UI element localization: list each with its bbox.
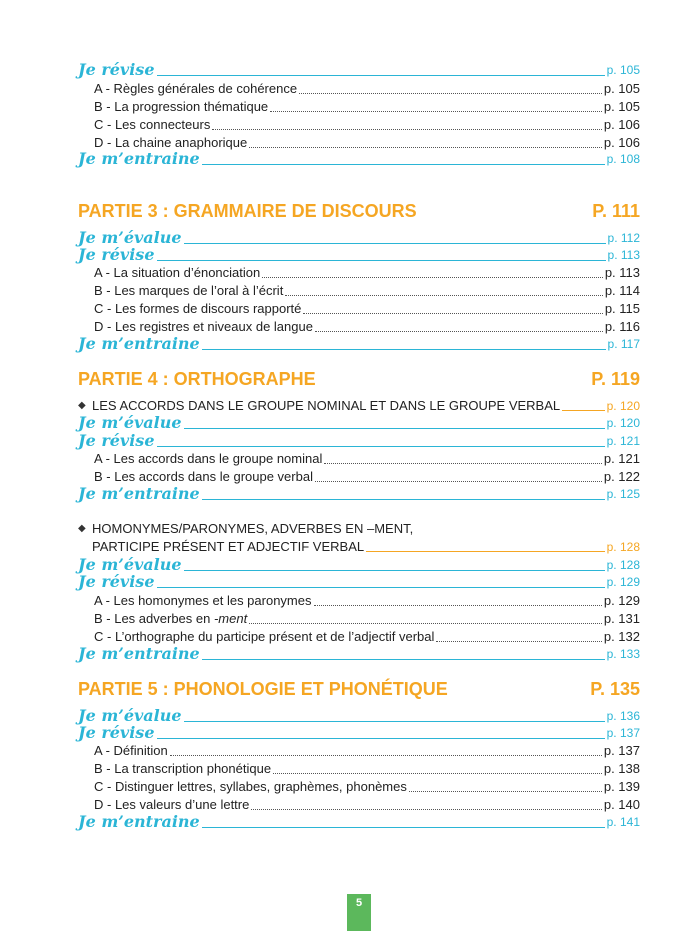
entry-page: p. 140 [603,797,640,812]
entry-label: D - Les registres et niveaux de langue [94,319,313,334]
entry-page: p. 128 [606,558,640,572]
entry-label: A - Les accords dans le groupe nominal [94,451,323,466]
toc-theme-homonymes[interactable] [78,539,640,555]
toc-subentry[interactable] [94,469,640,485]
entry-label: Je m’entraine [78,334,200,353]
toc-subentry[interactable] [94,761,640,777]
entry-label: A - Définition [94,743,168,758]
entry-page: p. 108 [606,152,640,166]
entry-label: B - Les accords dans le groupe verbal [94,469,313,484]
entry-page: p. 105 [606,63,640,77]
part-title: PARTIE 5 : PHONOLOGIE ET PHONÉTIQUE [78,679,448,699]
toc-entry-je-mentraine[interactable] [78,335,640,353]
diamond-bullet-icon: ◆ [78,400,86,411]
leader-line [202,164,605,165]
leader-dots [212,129,602,130]
leader-line [366,551,605,552]
toc-theme-accords[interactable] [78,398,640,414]
entry-page: p. 125 [606,487,640,501]
entry-label: Je m’entraine [78,812,200,831]
leader-line [157,446,605,447]
entry-page: p. 115 [604,301,640,316]
leader-dots [324,463,601,464]
toc-subentry[interactable] [94,99,640,115]
toc-entry-je-mevalue[interactable] [78,229,640,247]
entry-label: A - La situation d’énonciation [94,265,261,280]
toc-theme-homonymes-line1[interactable] [78,521,640,537]
leader-line [562,410,604,411]
entry-page: p. 129 [603,593,640,608]
leader-dots [251,809,601,810]
entry-page: p. 138 [603,761,640,776]
entry-label: D - La chaine anaphorique [94,135,248,150]
entry-page: p. 117 [607,337,640,351]
entry-label: Je révise [78,723,155,742]
entry-label [94,611,247,627]
entry-label: C - Les connecteurs [94,117,211,132]
entry-page: p. 116 [604,319,640,334]
entry-label: B - La progression thématique [94,99,269,114]
toc-subentry[interactable] [94,117,640,133]
entry-label: B - La transcription phonétique [94,761,272,776]
entry-page: p. 121 [606,434,640,448]
entry-label: C - Les formes de discours rapporté [94,301,302,316]
entry-page: p. 113 [607,248,640,262]
entry-label: B - Les marques de l’oral à l’écrit [94,283,284,298]
entry-page: p. 128 [606,540,640,554]
leader-dots [303,313,602,314]
entry-page: p. 120 [606,399,640,413]
toc-entry-je-revise[interactable] [78,432,640,450]
entry-page: p. 133 [606,647,640,661]
entry-page: p. 139 [603,779,640,794]
entry-label: D - Les valeurs d’une lettre [94,797,250,812]
toc-entry-je-mentraine[interactable] [78,645,640,663]
leader-dots [262,277,603,278]
entry-page: p. 136 [606,709,640,723]
toc-subentry[interactable] [94,301,640,317]
toc-entry-je-revise[interactable] [78,246,640,264]
entry-page: p. 106 [603,117,640,132]
leader-dots [170,755,602,756]
leader-line [157,75,605,76]
part-3-heading[interactable] [78,201,640,221]
entry-label: Je révise [78,60,155,79]
entry-label: A - Règles générales de cohérence [94,81,298,96]
toc-entry-je-revise[interactable] [78,61,640,79]
toc-subentry[interactable] [94,629,640,645]
leader-dots [315,331,603,332]
leader-line [202,659,605,660]
toc-entry-je-mevalue[interactable] [78,556,640,574]
entry-page: p. 112 [607,231,640,245]
toc-entry-je-mevalue[interactable] [78,707,640,725]
toc-entry-je-mentraine[interactable] [78,485,640,503]
entry-page: p. 131 [603,611,640,626]
toc-entry-je-revise[interactable] [78,573,640,591]
part-title: PARTIE 3 : GRAMMAIRE DE DISCOURS [78,201,417,221]
entry-page: p. 113 [604,265,640,280]
entry-label-text: B - Les adverbes en [94,611,214,626]
leader-line [184,570,605,571]
leader-line [184,721,605,722]
toc-subentry[interactable] [94,81,640,97]
leader-line [157,260,606,261]
toc-subentry[interactable] [94,743,640,759]
entry-page: p. 121 [603,451,640,466]
entry-page: p. 137 [603,743,640,758]
entry-page: p. 141 [606,815,640,829]
entry-label: Je m’évalue [78,555,182,574]
part-4-heading[interactable] [78,369,640,389]
toc-subentry[interactable] [94,265,640,281]
entry-label: Je m’évalue [78,228,182,247]
entry-page: p. 114 [604,283,640,298]
leader-dots [249,147,602,148]
entry-label: C - L’orthographe du participe présent et de l’adjectif verbal [94,629,435,644]
leader-line [184,428,605,429]
page-number-tab: 5 [347,894,371,931]
toc-entry-je-revise[interactable] [78,724,640,742]
entry-page: p. 129 [606,575,640,589]
entry-label: Je m’entraine [78,149,200,168]
entry-label: Je m’entraine [78,484,200,503]
leader-line [184,243,606,244]
entry-label: LES ACCORDS DANS LE GROUPE NOMINAL ET DANS LE GROUPE VERBAL [92,398,561,413]
diamond-bullet-icon: ◆ [78,523,86,534]
leader-dots [285,295,603,296]
part-page: P. 135 [590,679,640,699]
toc-subentry[interactable] [94,593,640,609]
entry-page: p. 106 [603,135,640,150]
leader-dots [270,111,602,112]
entry-page: p. 132 [603,629,640,644]
entry-label: Je révise [78,245,155,264]
entry-page: p. 122 [603,469,640,484]
leader-line [157,738,605,739]
entry-page: p. 105 [603,99,640,114]
part-title: PARTIE 4 : ORTHOGRAPHE [78,369,316,389]
part-page: P. 111 [592,201,640,221]
leader-dots [315,481,602,482]
leader-line [202,349,606,350]
entry-label: HOMONYMES/PARONYMES, ADVERBES EN –MENT, [92,521,414,536]
toc-entry-je-mentraine[interactable] [78,150,640,168]
part-page: P. 119 [591,369,640,389]
entry-label: Je m’évalue [78,706,182,725]
toc-subentry[interactable] [94,451,640,467]
entry-label: C - Distinguer lettres, syllabes, graphèmes, phonèmes [94,779,407,794]
toc-entry-je-mevalue[interactable] [78,414,640,432]
leader-dots [436,641,601,642]
entry-label: PARTICIPE PRÉSENT ET ADJECTIF VERBAL [92,539,365,554]
entry-page: p. 105 [603,81,640,96]
toc-subentry[interactable] [94,779,640,795]
leader-line [202,827,605,828]
leader-dots [273,773,602,774]
entry-label: A - Les homonymes et les paronymes [94,593,312,608]
part-5-heading[interactable] [78,679,640,699]
leader-line [157,587,605,588]
leader-dots [409,791,602,792]
entry-label: Je révise [78,572,155,591]
entry-label: Je m’évalue [78,413,182,432]
toc-subentry[interactable] [94,283,640,299]
leader-dots [299,93,602,94]
toc-subentry[interactable] [94,611,640,627]
toc-entry-je-mentraine[interactable] [78,813,640,831]
toc-subentry[interactable] [94,797,640,813]
toc-subentry[interactable] [94,319,640,335]
entry-label: Je révise [78,431,155,450]
entry-page: p. 120 [606,416,640,430]
entry-label-italic: -ment [213,611,248,626]
leader-line [202,499,605,500]
entry-page: p. 137 [606,726,640,740]
leader-dots [249,623,602,624]
leader-dots [314,605,602,606]
entry-label: Je m’entraine [78,644,200,663]
